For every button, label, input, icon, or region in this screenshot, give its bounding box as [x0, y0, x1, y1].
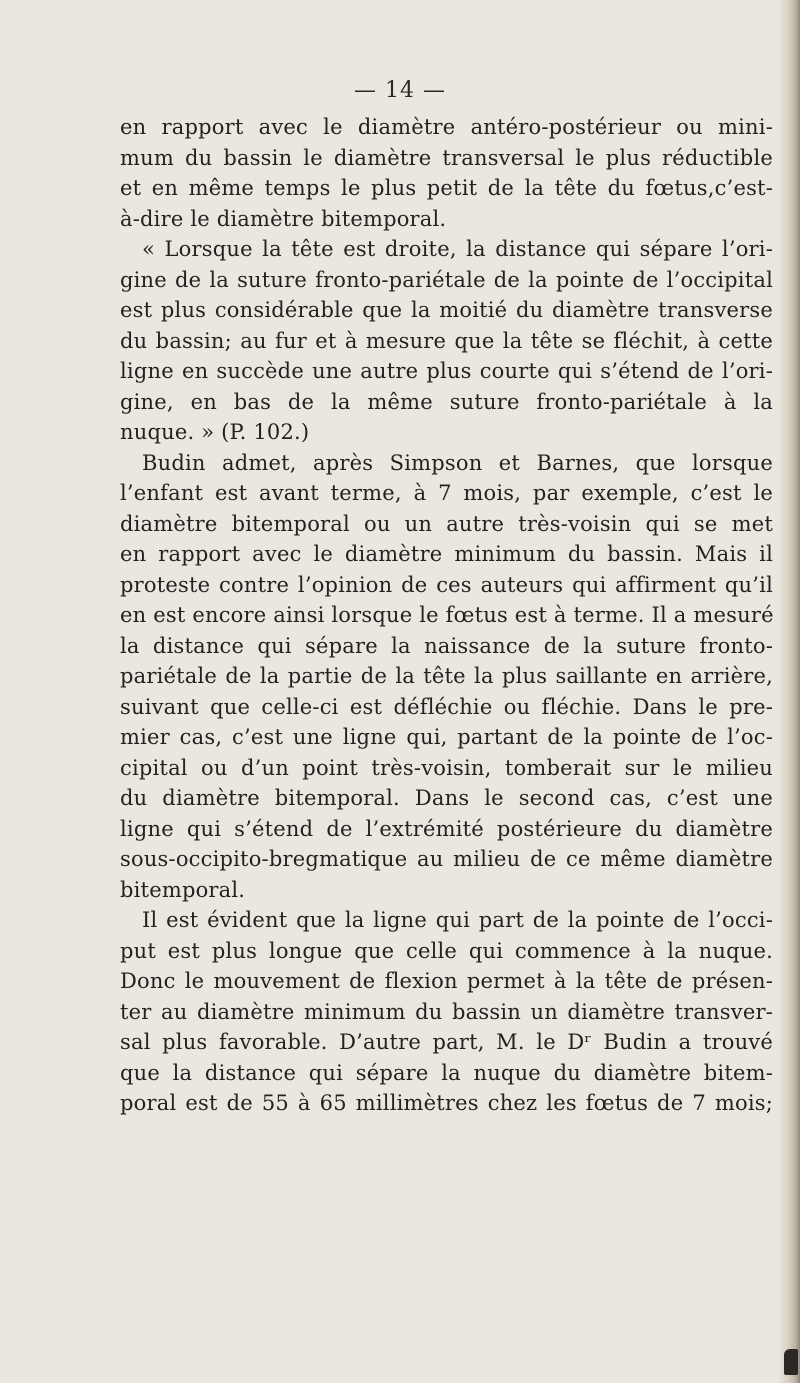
text-line: en rapport avec le diamètre antéro-postérieur ou mini- — [120, 115, 773, 139]
text-line: Il est évident que la ligne qui part de la pointe de l’occi- — [142, 908, 773, 932]
text-line: gine, en bas de la même suture fronto-pariétale à la — [120, 389, 773, 414]
text-line: suivant que celle-ci est défléchie ou fléchie. Dans le pre- — [120, 694, 773, 719]
text-line: l’enfant est avant terme, à 7 mois, par exemple, c’est le — [120, 481, 773, 505]
text-line: à-dire le diamètre bitemporal. — [120, 206, 447, 231]
text-line: « Lorsque la tête est droite, la distance qui sépare l’ori- — [142, 237, 773, 261]
text-line: cipital ou d’un point très-voisin, tomberait sur le milieu — [120, 755, 773, 780]
text-line: put est plus longue que celle qui commence à la nuque. — [120, 938, 773, 963]
text-line: en est encore ainsi lorsque le fœtus est à terme. Il a mesuré — [120, 603, 774, 627]
text-line: diamètre bitemporal ou un autre très-voisin qui se met — [120, 511, 773, 536]
text-line: sal plus favorable. D’autre part, M. le Dʳ Budin a trouvé — [120, 1030, 773, 1054]
text-line: Budin admet, après Simpson et Barnes, que lorsque — [142, 450, 773, 475]
text-line: la distance qui sépare la naissance de la suture fronto- — [120, 633, 773, 658]
text-line: ligne qui s’étend de l’extrémité postérieure du diamètre — [120, 816, 773, 841]
text-line: et en même temps le plus petit de la tête du fœtus,c’est- — [120, 176, 773, 200]
text-line: ter au diamètre minimum du bassin un diamètre transver- — [120, 999, 773, 1024]
text-line: Donc le mouvement de flexion permet à la tête de présen- — [120, 969, 773, 993]
text-line: est plus considérable que la moitié du diamètre transverse — [120, 298, 773, 322]
text-line: sous-occipito-bregmatique au milieu de ce même diamètre — [120, 847, 773, 871]
text-line: mier cas, c’est une ligne qui, partant de la pointe de l’oc- — [120, 725, 773, 749]
text-line: poral est de 55 à 65 millimètres chez les fœtus de 7 mois; — [120, 1091, 773, 1115]
text-line: pariétale de la partie de la tête la plus saillante en arrière, — [120, 664, 773, 688]
page-edge-mark — [784, 1349, 798, 1375]
text-line: en rapport avec le diamètre minimum du bassin. Mais il — [120, 542, 773, 566]
text-line: du diamètre bitemporal. Dans le second cas, c’est une — [120, 786, 773, 810]
text-line: ligne en succède une autre plus courte qui s’étend de l’ori- — [120, 359, 773, 383]
text-line: que la distance qui sépare la nuque du diamètre bitem- — [120, 1060, 773, 1085]
text-line: bitemporal. — [120, 877, 246, 902]
page-number: — 14 — — [354, 78, 446, 103]
text-line: mum du bassin le diamètre transversal le plus réductible — [120, 145, 773, 170]
body-text — [120, 112, 773, 1119]
text-line: nuque. » (P. 102.) — [120, 420, 310, 444]
page-edge-shadow — [778, 0, 800, 1383]
text-line: du bassin; au fur et à mesure que la tête se fléchit, à cette — [120, 328, 773, 353]
text-line: proteste contre l’opinion de ces auteurs qui affirment qu’il — [120, 572, 773, 597]
text-line: gine de la suture fronto-pariétale de la pointe de l’occipital — [120, 267, 773, 292]
